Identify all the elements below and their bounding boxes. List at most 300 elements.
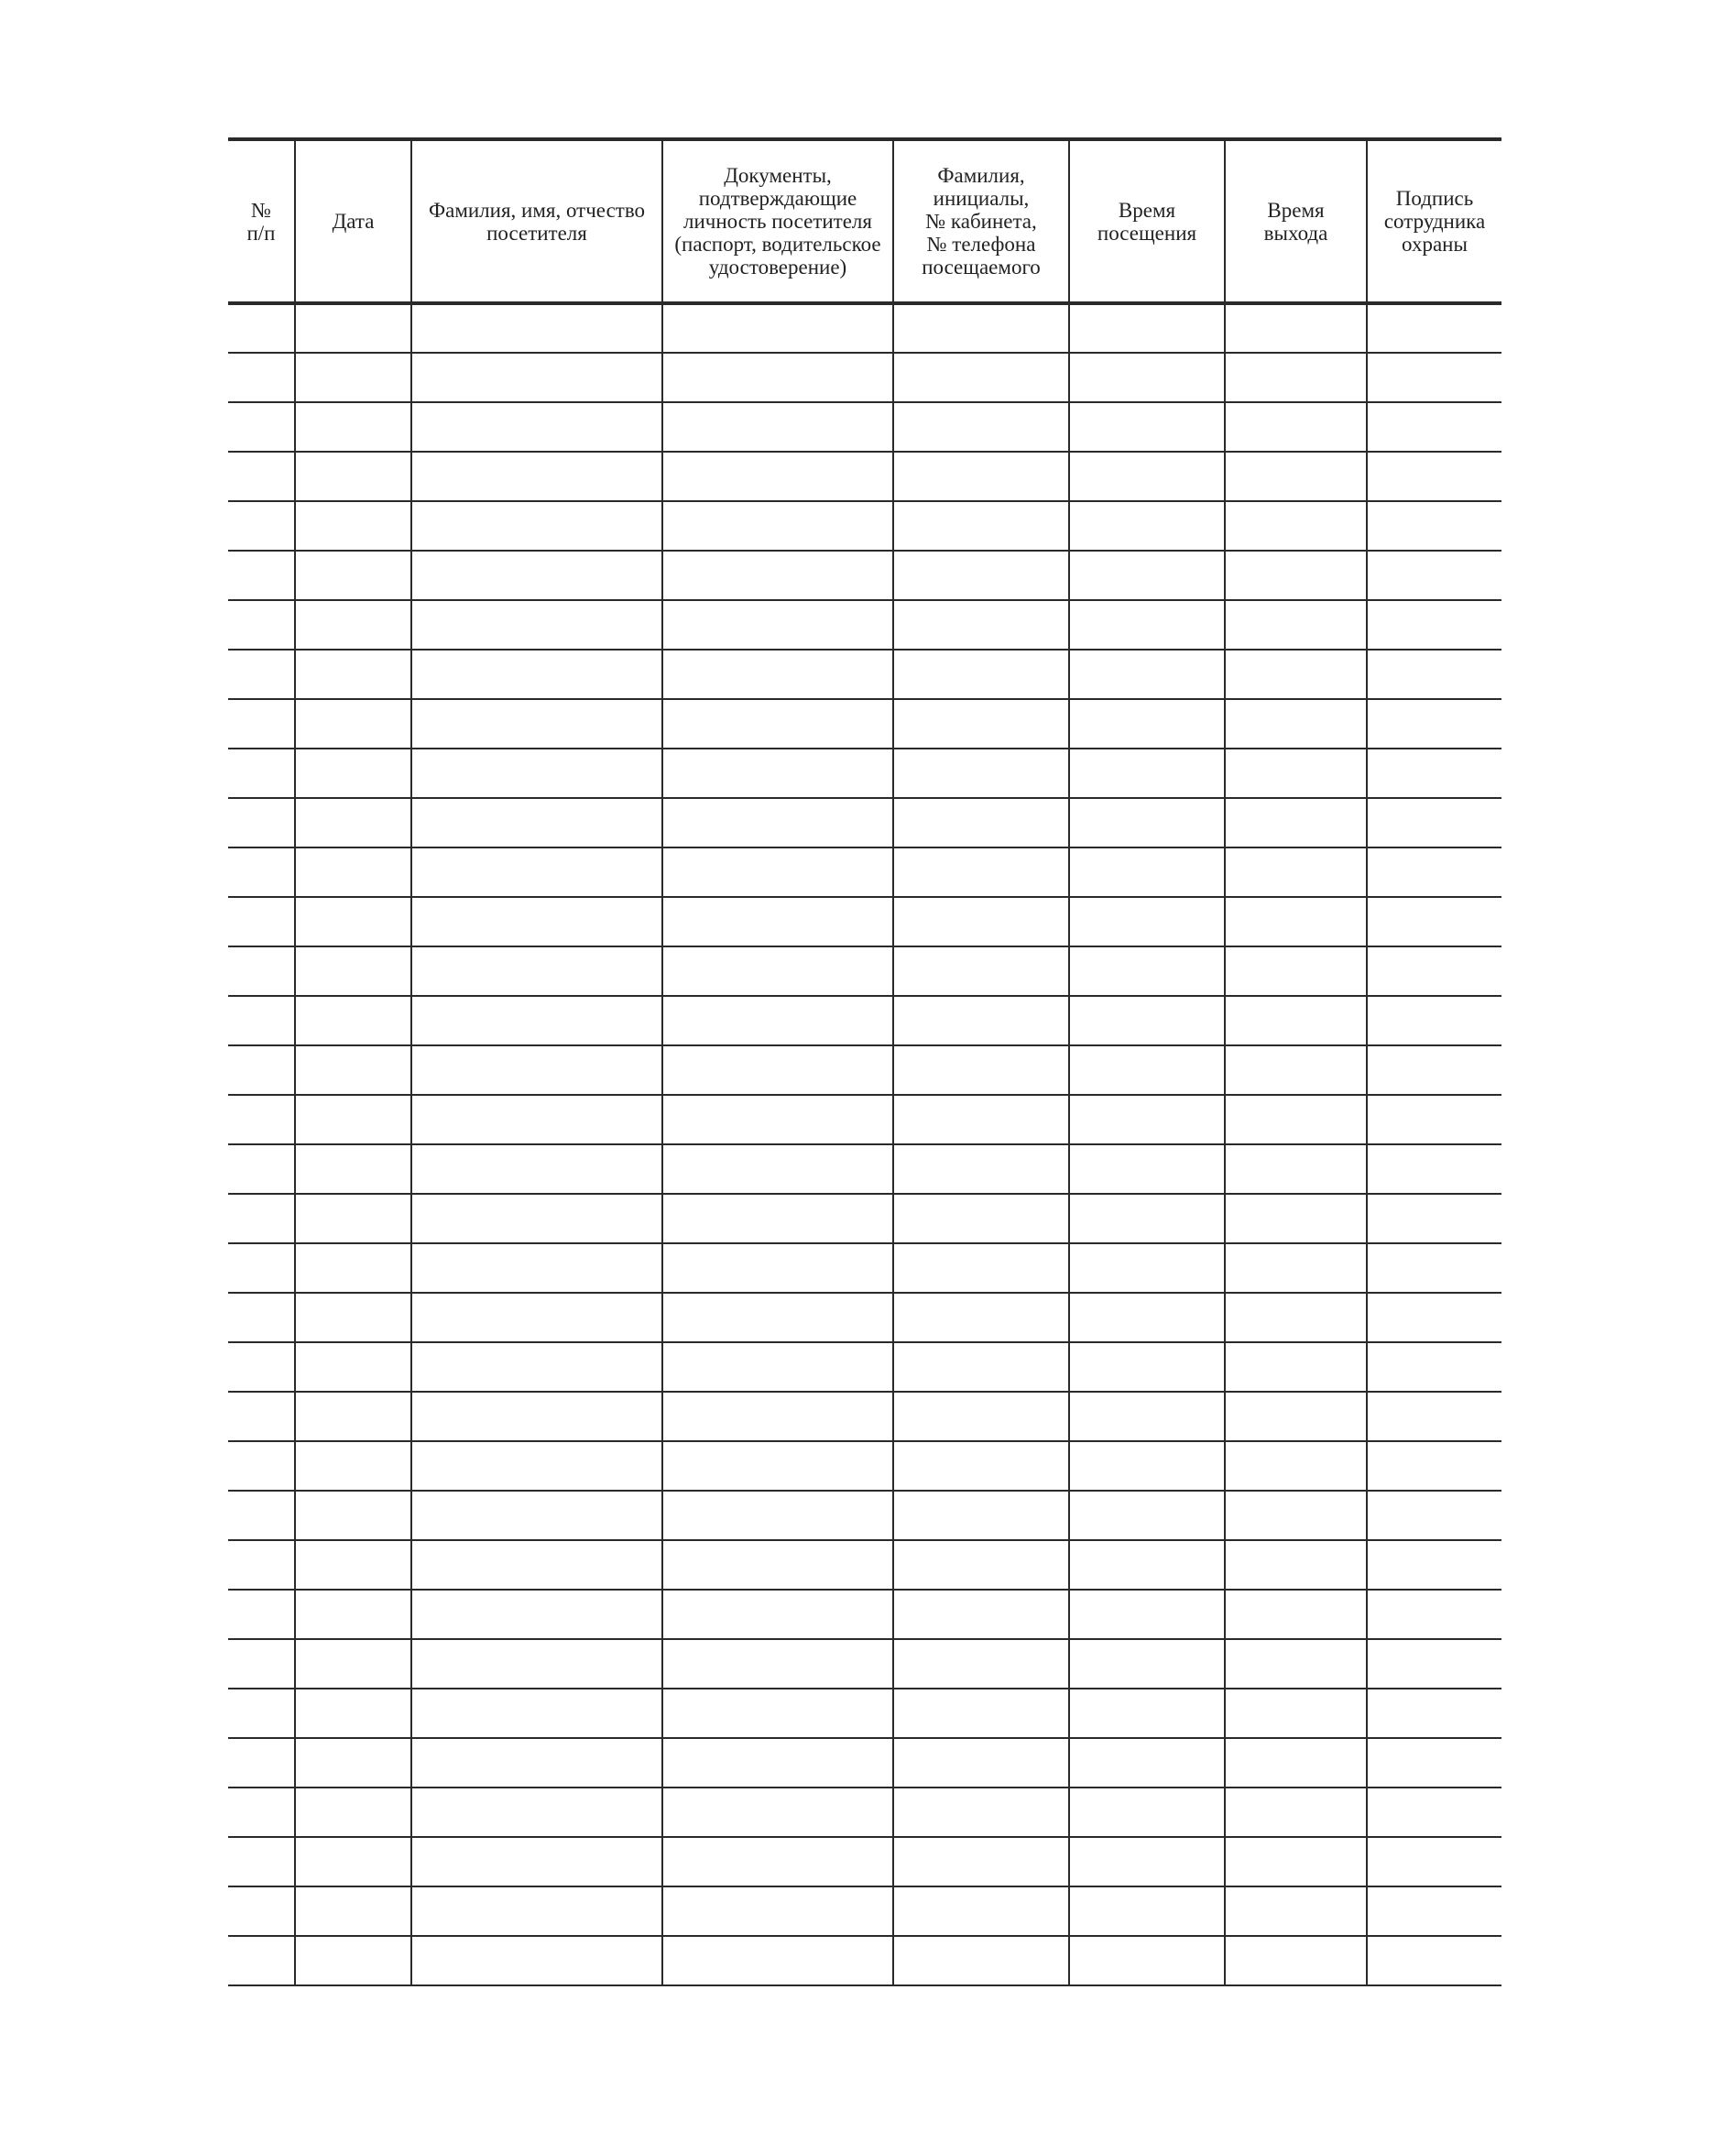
cell-time-in [1069, 600, 1225, 650]
cell-documents [662, 303, 893, 353]
cell-visitor-name [411, 551, 662, 600]
cell-time-out [1225, 1144, 1367, 1194]
table-row [228, 650, 1501, 699]
cell-time-in [1069, 402, 1225, 452]
cell-visitor-name [411, 1837, 662, 1886]
cell-documents [662, 402, 893, 452]
cell-visitor-name [411, 1639, 662, 1689]
cell-guard-signature [1367, 1095, 1501, 1144]
cell-visitor-name [411, 749, 662, 798]
cell-time-out [1225, 551, 1367, 600]
cell-number [228, 501, 295, 551]
cell-time-in [1069, 1342, 1225, 1392]
cell-time-out [1225, 1491, 1367, 1540]
cell-date [295, 847, 411, 897]
cell-number [228, 1095, 295, 1144]
cell-visitor-name [411, 1045, 662, 1095]
cell-host [893, 1590, 1069, 1639]
cell-number [228, 1738, 295, 1788]
cell-visitor-name [411, 1194, 662, 1243]
cell-time-out [1225, 798, 1367, 847]
cell-time-out [1225, 1886, 1367, 1936]
cell-visitor-name [411, 1293, 662, 1342]
table-row [228, 501, 1501, 551]
cell-guard-signature [1367, 1639, 1501, 1689]
cell-guard-signature [1367, 996, 1501, 1045]
table-row [228, 600, 1501, 650]
cell-guard-signature [1367, 402, 1501, 452]
cell-number [228, 847, 295, 897]
cell-visitor-name [411, 402, 662, 452]
cell-host [893, 1045, 1069, 1095]
cell-time-out [1225, 946, 1367, 996]
cell-visitor-name [411, 1540, 662, 1590]
cell-number [228, 1293, 295, 1342]
cell-time-in [1069, 1243, 1225, 1293]
cell-time-out [1225, 303, 1367, 353]
table-row [228, 1194, 1501, 1243]
cell-number [228, 897, 295, 946]
cell-time-in [1069, 452, 1225, 501]
cell-guard-signature [1367, 1392, 1501, 1441]
cell-time-out [1225, 452, 1367, 501]
cell-documents [662, 1144, 893, 1194]
table-row [228, 303, 1501, 353]
cell-number [228, 1590, 295, 1639]
table-row [228, 897, 1501, 946]
visitor-log-table [228, 137, 1501, 1986]
cell-time-out [1225, 1045, 1367, 1095]
cell-visitor-name [411, 946, 662, 996]
cell-documents [662, 798, 893, 847]
cell-number [228, 1194, 295, 1243]
cell-guard-signature [1367, 1194, 1501, 1243]
cell-time-out [1225, 749, 1367, 798]
cell-host [893, 847, 1069, 897]
header-date: Дата [295, 139, 411, 303]
cell-date [295, 452, 411, 501]
cell-time-in [1069, 1639, 1225, 1689]
header-guard-signature: Подпись сотрудника охраны [1367, 139, 1501, 303]
cell-visitor-name [411, 1491, 662, 1540]
cell-time-out [1225, 1540, 1367, 1590]
cell-time-out [1225, 1441, 1367, 1491]
cell-guard-signature [1367, 1144, 1501, 1194]
table-row [228, 847, 1501, 897]
cell-time-out [1225, 1639, 1367, 1689]
cell-date [295, 1788, 411, 1837]
cell-time-out [1225, 600, 1367, 650]
cell-host [893, 1639, 1069, 1689]
cell-time-in [1069, 798, 1225, 847]
cell-visitor-name [411, 897, 662, 946]
cell-visitor-name [411, 1689, 662, 1738]
table-row [228, 1491, 1501, 1540]
cell-host [893, 1936, 1069, 1985]
cell-time-in [1069, 749, 1225, 798]
table-row [228, 1392, 1501, 1441]
cell-host [893, 798, 1069, 847]
cell-documents [662, 1194, 893, 1243]
table-row [228, 996, 1501, 1045]
table-row [228, 1045, 1501, 1095]
cell-host [893, 897, 1069, 946]
cell-documents [662, 452, 893, 501]
cell-documents [662, 1293, 893, 1342]
cell-time-out [1225, 1837, 1367, 1886]
cell-date [295, 1095, 411, 1144]
cell-host [893, 996, 1069, 1045]
cell-time-in [1069, 1590, 1225, 1639]
header-host: Фамилия, инициалы, № кабинета, № телефона посещаемого [893, 139, 1069, 303]
cell-time-in [1069, 1540, 1225, 1590]
cell-documents [662, 600, 893, 650]
cell-documents [662, 1788, 893, 1837]
cell-number [228, 1886, 295, 1936]
cell-guard-signature [1367, 897, 1501, 946]
header-visitor-name: Фамилия, имя, отчество посетителя [411, 139, 662, 303]
cell-time-in [1069, 1392, 1225, 1441]
cell-guard-signature [1367, 1540, 1501, 1590]
cell-time-in [1069, 1738, 1225, 1788]
cell-host [893, 1738, 1069, 1788]
cell-date [295, 1194, 411, 1243]
cell-host [893, 1491, 1069, 1540]
cell-visitor-name [411, 452, 662, 501]
cell-time-in [1069, 1095, 1225, 1144]
cell-guard-signature [1367, 353, 1501, 402]
table-row [228, 1936, 1501, 1985]
cell-time-out [1225, 501, 1367, 551]
cell-visitor-name [411, 650, 662, 699]
cell-date [295, 1491, 411, 1540]
cell-host [893, 402, 1069, 452]
cell-guard-signature [1367, 1590, 1501, 1639]
cell-documents [662, 1045, 893, 1095]
cell-documents [662, 1491, 893, 1540]
cell-visitor-name [411, 353, 662, 402]
cell-visitor-name [411, 1738, 662, 1788]
cell-guard-signature [1367, 551, 1501, 600]
cell-host [893, 1788, 1069, 1837]
cell-time-out [1225, 1243, 1367, 1293]
cell-documents [662, 650, 893, 699]
cell-guard-signature [1367, 798, 1501, 847]
cell-number [228, 996, 295, 1045]
cell-host [893, 1243, 1069, 1293]
cell-visitor-name [411, 501, 662, 551]
table-row [228, 946, 1501, 996]
table-row [228, 1738, 1501, 1788]
cell-visitor-name [411, 847, 662, 897]
cell-host [893, 353, 1069, 402]
cell-documents [662, 1936, 893, 1985]
cell-guard-signature [1367, 600, 1501, 650]
cell-documents [662, 946, 893, 996]
cell-time-out [1225, 1095, 1367, 1144]
table-row [228, 1886, 1501, 1936]
cell-number [228, 1639, 295, 1689]
cell-time-in [1069, 1886, 1225, 1936]
cell-time-out [1225, 1738, 1367, 1788]
cell-documents [662, 1886, 893, 1936]
cell-date [295, 1293, 411, 1342]
cell-host [893, 1441, 1069, 1491]
cell-time-out [1225, 996, 1367, 1045]
cell-guard-signature [1367, 1491, 1501, 1540]
table-row [228, 1837, 1501, 1886]
cell-guard-signature [1367, 847, 1501, 897]
cell-number [228, 1045, 295, 1095]
cell-time-out [1225, 1342, 1367, 1392]
cell-date [295, 1342, 411, 1392]
cell-number [228, 699, 295, 749]
cell-time-in [1069, 1689, 1225, 1738]
table-row [228, 1639, 1501, 1689]
cell-number [228, 402, 295, 452]
cell-documents [662, 1540, 893, 1590]
cell-documents [662, 1689, 893, 1738]
cell-number [228, 749, 295, 798]
cell-date [295, 1441, 411, 1491]
table-row [228, 452, 1501, 501]
cell-visitor-name [411, 303, 662, 353]
table-row [228, 1243, 1501, 1293]
cell-time-in [1069, 551, 1225, 600]
table-row [228, 749, 1501, 798]
table-row [228, 1689, 1501, 1738]
header-time-out: Время выхода [1225, 139, 1367, 303]
cell-number [228, 1392, 295, 1441]
cell-time-out [1225, 353, 1367, 402]
cell-time-in [1069, 1293, 1225, 1342]
cell-visitor-name [411, 1788, 662, 1837]
cell-time-in [1069, 501, 1225, 551]
cell-time-in [1069, 650, 1225, 699]
cell-host [893, 1144, 1069, 1194]
cell-time-in [1069, 1837, 1225, 1886]
table-row [228, 1144, 1501, 1194]
cell-host [893, 1392, 1069, 1441]
cell-number [228, 1788, 295, 1837]
cell-date [295, 1639, 411, 1689]
cell-documents [662, 1342, 893, 1392]
cell-date [295, 303, 411, 353]
cell-host [893, 749, 1069, 798]
cell-guard-signature [1367, 1738, 1501, 1788]
cell-documents [662, 353, 893, 402]
cell-visitor-name [411, 1886, 662, 1936]
cell-date [295, 1243, 411, 1293]
table-row [228, 1540, 1501, 1590]
cell-date [295, 996, 411, 1045]
cell-number [228, 1441, 295, 1491]
cell-date [295, 1837, 411, 1886]
cell-date [295, 1738, 411, 1788]
cell-number [228, 1837, 295, 1886]
cell-guard-signature [1367, 1243, 1501, 1293]
cell-time-in [1069, 1788, 1225, 1837]
cell-number [228, 946, 295, 996]
cell-guard-signature [1367, 1293, 1501, 1342]
cell-time-out [1225, 650, 1367, 699]
header-time-in: Время посещения [1069, 139, 1225, 303]
table-row [228, 551, 1501, 600]
header-row [228, 139, 1501, 303]
cell-host [893, 946, 1069, 996]
cell-visitor-name [411, 1095, 662, 1144]
cell-time-out [1225, 1392, 1367, 1441]
cell-time-in [1069, 946, 1225, 996]
cell-host [893, 1540, 1069, 1590]
cell-date [295, 551, 411, 600]
cell-number [228, 600, 295, 650]
cell-host [893, 1194, 1069, 1243]
cell-visitor-name [411, 1144, 662, 1194]
cell-documents [662, 699, 893, 749]
cell-time-in [1069, 303, 1225, 353]
cell-visitor-name [411, 1243, 662, 1293]
cell-date [295, 798, 411, 847]
cell-number [228, 303, 295, 353]
cell-guard-signature [1367, 1441, 1501, 1491]
cell-time-in [1069, 353, 1225, 402]
cell-documents [662, 1095, 893, 1144]
cell-documents [662, 1837, 893, 1886]
cell-host [893, 1886, 1069, 1936]
cell-host [893, 1293, 1069, 1342]
cell-time-in [1069, 996, 1225, 1045]
cell-guard-signature [1367, 1788, 1501, 1837]
cell-date [295, 650, 411, 699]
cell-number [228, 1342, 295, 1392]
cell-visitor-name [411, 996, 662, 1045]
cell-documents [662, 897, 893, 946]
cell-documents [662, 551, 893, 600]
cell-host [893, 452, 1069, 501]
cell-date [295, 1936, 411, 1985]
cell-time-in [1069, 1194, 1225, 1243]
cell-number [228, 1144, 295, 1194]
cell-visitor-name [411, 699, 662, 749]
cell-guard-signature [1367, 501, 1501, 551]
cell-host [893, 650, 1069, 699]
cell-date [295, 1045, 411, 1095]
cell-time-in [1069, 1491, 1225, 1540]
cell-visitor-name [411, 1590, 662, 1639]
cell-number [228, 551, 295, 600]
table-row [228, 1293, 1501, 1342]
cell-host [893, 600, 1069, 650]
cell-time-out [1225, 402, 1367, 452]
table-row [228, 798, 1501, 847]
cell-number [228, 1491, 295, 1540]
cell-documents [662, 1441, 893, 1491]
cell-host [893, 699, 1069, 749]
cell-date [295, 749, 411, 798]
table-row [228, 353, 1501, 402]
cell-host [893, 501, 1069, 551]
cell-time-out [1225, 847, 1367, 897]
cell-time-in [1069, 1144, 1225, 1194]
cell-host [893, 1689, 1069, 1738]
cell-documents [662, 847, 893, 897]
cell-time-in [1069, 897, 1225, 946]
cell-date [295, 897, 411, 946]
table-row [228, 402, 1501, 452]
cell-date [295, 1886, 411, 1936]
cell-time-out [1225, 1689, 1367, 1738]
cell-visitor-name [411, 798, 662, 847]
cell-date [295, 1540, 411, 1590]
cell-time-out [1225, 1936, 1367, 1985]
cell-visitor-name [411, 600, 662, 650]
cell-date [295, 353, 411, 402]
cell-guard-signature [1367, 699, 1501, 749]
table-row [228, 699, 1501, 749]
cell-time-out [1225, 1194, 1367, 1243]
cell-number [228, 353, 295, 402]
cell-date [295, 1590, 411, 1639]
cell-time-in [1069, 847, 1225, 897]
cell-date [295, 600, 411, 650]
table-row [228, 1788, 1501, 1837]
cell-visitor-name [411, 1392, 662, 1441]
cell-date [295, 946, 411, 996]
table-row [228, 1590, 1501, 1639]
cell-host [893, 303, 1069, 353]
cell-number [228, 798, 295, 847]
cell-guard-signature [1367, 1936, 1501, 1985]
cell-guard-signature [1367, 1342, 1501, 1392]
cell-guard-signature [1367, 303, 1501, 353]
cell-time-in [1069, 699, 1225, 749]
cell-date [295, 501, 411, 551]
table-body [228, 303, 1501, 1985]
cell-visitor-name [411, 1441, 662, 1491]
cell-documents [662, 1639, 893, 1689]
cell-documents [662, 501, 893, 551]
cell-host [893, 1095, 1069, 1144]
cell-host [893, 1342, 1069, 1392]
cell-guard-signature [1367, 650, 1501, 699]
cell-guard-signature [1367, 749, 1501, 798]
table-row [228, 1095, 1501, 1144]
cell-documents [662, 1392, 893, 1441]
cell-documents [662, 1738, 893, 1788]
cell-guard-signature [1367, 1689, 1501, 1738]
cell-guard-signature [1367, 946, 1501, 996]
cell-number [228, 1540, 295, 1590]
header-documents: Документы, подтверждающие личность посетителя (паспорт, водительское удостоверение) [662, 139, 893, 303]
cell-date [295, 1392, 411, 1441]
cell-date [295, 699, 411, 749]
cell-number [228, 452, 295, 501]
table-row [228, 1342, 1501, 1392]
cell-host [893, 1837, 1069, 1886]
cell-time-in [1069, 1045, 1225, 1095]
cell-number [228, 1689, 295, 1738]
cell-number [228, 650, 295, 699]
cell-guard-signature [1367, 1886, 1501, 1936]
cell-time-out [1225, 1788, 1367, 1837]
cell-time-out [1225, 897, 1367, 946]
table-row [228, 1441, 1501, 1491]
cell-host [893, 551, 1069, 600]
cell-date [295, 1689, 411, 1738]
header-number: № п/п [228, 139, 295, 303]
cell-visitor-name [411, 1342, 662, 1392]
